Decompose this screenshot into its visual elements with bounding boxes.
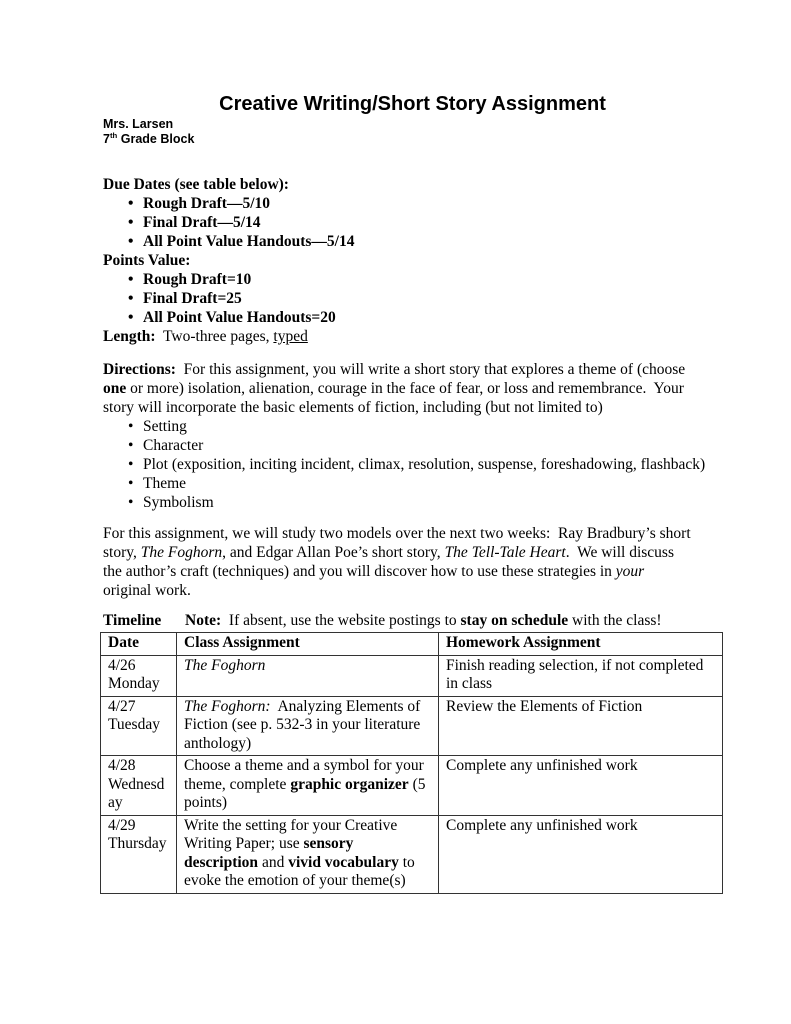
bullet-icon: • <box>128 195 134 212</box>
homework-cell: Complete any unfinished work <box>439 815 723 893</box>
list-item <box>103 270 722 289</box>
date-value: 4/27 <box>108 697 136 715</box>
day-value: Wednesday <box>108 775 165 811</box>
due-date-item: Rough Draft—5/10 <box>143 195 271 212</box>
due-dates-section <box>103 175 722 346</box>
table-row <box>101 655 723 696</box>
timeline-label: Timeline <box>103 612 162 629</box>
date-value: 4/28 <box>108 757 136 774</box>
class-assignment-cell: Write the setting for your Creative Writing Paper; use sensory description and vivid vocabulary to evoke the emotion of your theme(s) <box>177 815 439 893</box>
table-row <box>101 815 723 893</box>
list-item <box>103 194 722 213</box>
bullet-icon: • <box>128 418 134 435</box>
table-header-row <box>101 633 723 656</box>
date-cell <box>101 696 177 756</box>
list-item <box>103 289 722 308</box>
models-paragraph: For this assignment, we will study two models over the next two weeks: Ray Bradbury’s short story, The Foghorn, and Edgar Allan Poe’s short story, The Tell-Tale Heart. We will discuss the author’s craft (techniques) and you will discover how to use these strategies in your original work. <box>103 525 695 599</box>
class-assignment-cell: Choose a theme and a symbol for your theme, complete graphic organizer (5 points) <box>177 756 439 816</box>
bullet-icon: • <box>128 271 134 288</box>
points-value-heading: Points Value: <box>103 252 191 269</box>
list-item <box>103 213 722 232</box>
table-row <box>101 756 723 816</box>
day-value: Thursday <box>108 835 167 852</box>
bullet-icon: • <box>128 437 134 454</box>
class-assignment-cell: The Foghorn: Analyzing Elements of Fiction (see p. 532-3 in your literature anthology) <box>177 696 439 756</box>
bullet-icon: • <box>128 456 134 473</box>
list-item <box>103 455 722 474</box>
homework-cell: Finish reading selection, if not completed in class <box>439 655 723 696</box>
bullet-icon: • <box>128 233 134 250</box>
class-assignment-cell: The Foghorn <box>177 655 439 696</box>
teacher-name: Mrs. Larsen <box>103 117 174 131</box>
date-cell <box>101 756 177 816</box>
timeline-note: Note: If absent, use the website postings to stay on schedule with the class! <box>185 612 662 629</box>
list-item <box>103 417 722 436</box>
page-title: Creative Writing/Short Story Assignment <box>219 93 606 115</box>
homework-assignment-column-header: Homework Assignment <box>439 633 723 656</box>
points-value-list <box>103 270 722 327</box>
bullet-icon: • <box>128 475 134 492</box>
class-assignment-column-header: Class Assignment <box>177 633 439 656</box>
fiction-elements-list <box>103 417 722 512</box>
due-dates-heading: Due Dates (see table below): <box>103 176 289 193</box>
day-value: Tuesday <box>108 716 160 733</box>
homework-cell: Complete any unfinished work <box>439 756 723 816</box>
grade-line: 7th Grade Block <box>103 130 195 146</box>
bullet-icon: • <box>128 309 134 326</box>
fiction-element: Theme <box>143 475 187 492</box>
schedule-table <box>100 632 723 894</box>
directions-paragraph: Directions: For this assignment, you will write a short story that explores a theme of (choose one or more) isolation, alienation, courage in the face of fear, or loss and remembrance. Your story will incorporate the basic elements of fiction, including (but not limited to) <box>103 361 690 416</box>
list-item <box>103 232 722 251</box>
homework-cell: Review the Elements of Fiction <box>439 696 723 756</box>
bullet-icon: • <box>128 494 134 511</box>
date-cell <box>101 815 177 893</box>
list-item <box>103 474 722 493</box>
bullet-icon: • <box>128 214 134 231</box>
length-line: Length: Two-three pages, typed <box>103 328 308 345</box>
points-item: Final Draft=25 <box>143 290 242 307</box>
day-value: Monday <box>108 675 160 692</box>
fiction-element: Symbolism <box>143 494 214 511</box>
date-column-header: Date <box>101 633 177 656</box>
date-value: 4/26 <box>108 656 136 674</box>
date-value: 4/29 <box>108 816 136 834</box>
fiction-element: Setting <box>143 418 187 435</box>
list-item <box>103 308 722 327</box>
doc-header <box>103 117 722 147</box>
fiction-element: Plot (exposition, inciting incident, climax, resolution, suspense, foreshadowing, flashback) <box>143 456 706 473</box>
list-item <box>103 436 722 455</box>
due-dates-list <box>103 194 722 251</box>
due-date-item: Final Draft—5/14 <box>143 214 261 231</box>
fiction-element: Character <box>143 437 204 454</box>
bullet-icon: • <box>128 290 134 307</box>
timeline-section <box>103 611 722 630</box>
table-row <box>101 696 723 756</box>
list-item <box>103 493 722 512</box>
due-date-item: All Point Value Handouts—5/14 <box>143 233 355 250</box>
points-item: All Point Value Handouts=20 <box>143 309 336 326</box>
date-cell <box>101 655 177 696</box>
points-item: Rough Draft=10 <box>143 271 252 288</box>
